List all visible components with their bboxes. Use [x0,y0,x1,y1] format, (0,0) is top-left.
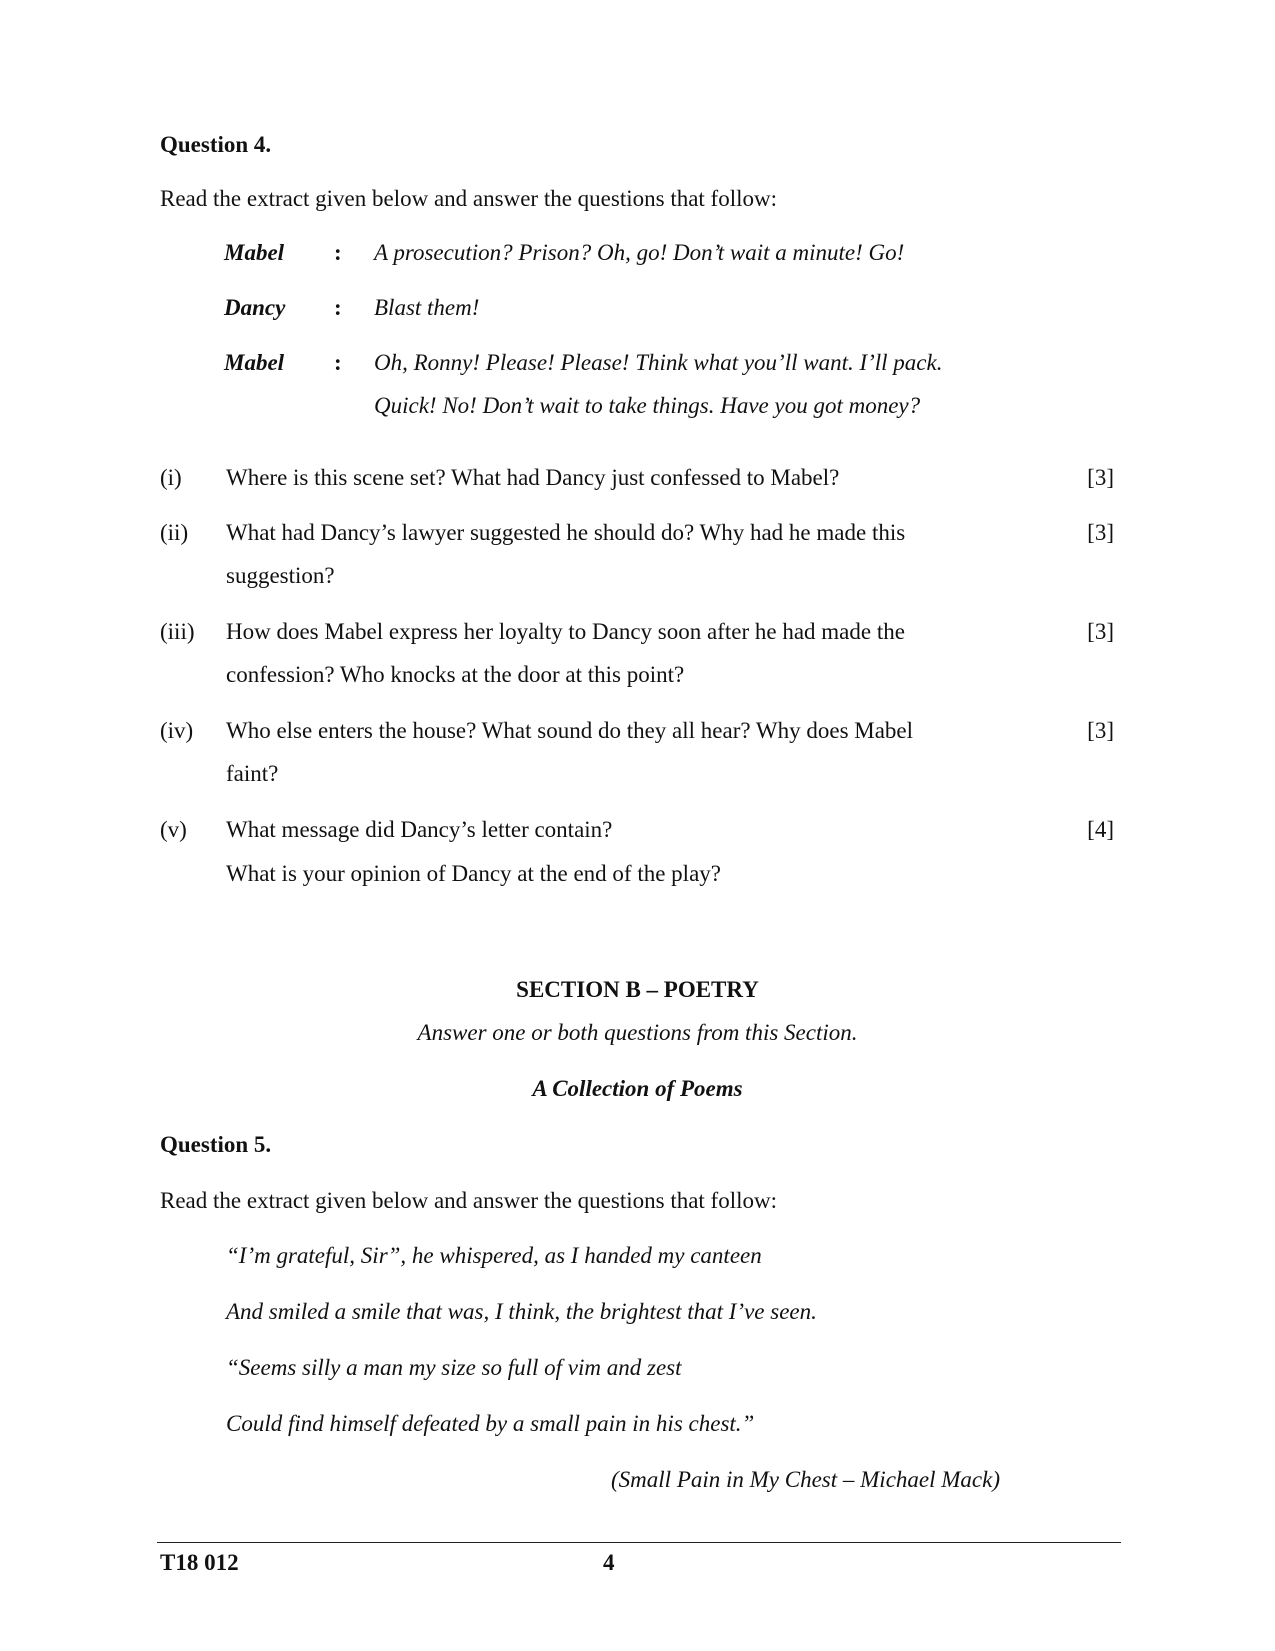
footer-code: T18 012 [160,1550,239,1575]
question-4-instruction: Read the extract given below and answer the questions that follow: [160,186,777,211]
question-5-heading: Question 5. [160,1132,272,1157]
question-text: Who else enters the house? What sound do they all hear? Why does Mabel [226,718,914,743]
dialogue-separator: : [334,240,342,265]
dialogue-line: Quick! No! Don’t wait to take things. Have you got money? [374,393,921,418]
section-title: SECTION B – POETRY [516,977,759,1002]
dialogue-speaker: Dancy [224,295,286,320]
question-number: (iv) [160,718,194,743]
poem-line: Could find himself defeated by a small pain in his chest.” [226,1411,755,1436]
question-marks: [4] [1087,817,1114,842]
question-text: How does Mabel express her loyalty to Dancy soon after he had made the [226,619,905,644]
dialogue-line: Oh, Ronny! Please! Please! Think what you’ll want. I’ll pack. [374,350,943,375]
question-marks: [3] [1087,619,1114,644]
dialogue-line: Blast them! [374,295,480,320]
question-4-heading: Question 4. [160,132,272,157]
footer-rule [157,1542,1121,1543]
question-marks: [3] [1087,520,1114,545]
question-number: (iii) [160,619,195,644]
question-text: What had Dancy’s lawyer suggested he should do? Why had he made this [226,520,906,545]
question-text: What message did Dancy’s letter contain? [226,817,613,842]
dialogue-separator: : [334,295,342,320]
question-number: (v) [160,817,187,842]
question-text: What is your opinion of Dancy at the end of the play? [226,861,721,886]
question-marks: [3] [1087,465,1114,490]
dialogue-separator: : [334,350,342,375]
question-text: confession? Who knocks at the door at this point? [226,662,685,687]
poem-line: “I’m grateful, Sir”, he whispered, as I handed my canteen [226,1243,762,1268]
poem-line: And smiled a smile that was, I think, the brightest that I’ve seen. [226,1299,817,1324]
dialogue-line: A prosecution? Prison? Oh, go! Don’t wait a minute! Go! [374,240,905,265]
question-5-instruction: Read the extract given below and answer the questions that follow: [160,1188,777,1213]
dialogue-speaker: Mabel [224,350,285,375]
section-subtitle: Answer one or both questions from this Section. [417,1020,858,1045]
question-text: Where is this scene set? What had Dancy just confessed to Mabel? [226,465,840,490]
poem-attribution: (Small Pain in My Chest – Michael Mack) [611,1467,1000,1492]
question-marks: [3] [1087,718,1114,743]
poem-line: “Seems silly a man my size so full of vim and zest [226,1355,682,1380]
question-number: (i) [160,465,182,490]
question-number: (ii) [160,520,189,545]
question-text: faint? [226,761,279,786]
dialogue-speaker: Mabel [224,240,285,265]
collection-title: A Collection of Poems [532,1076,743,1101]
question-text: suggestion? [226,563,335,588]
page-number: 4 [603,1550,615,1575]
